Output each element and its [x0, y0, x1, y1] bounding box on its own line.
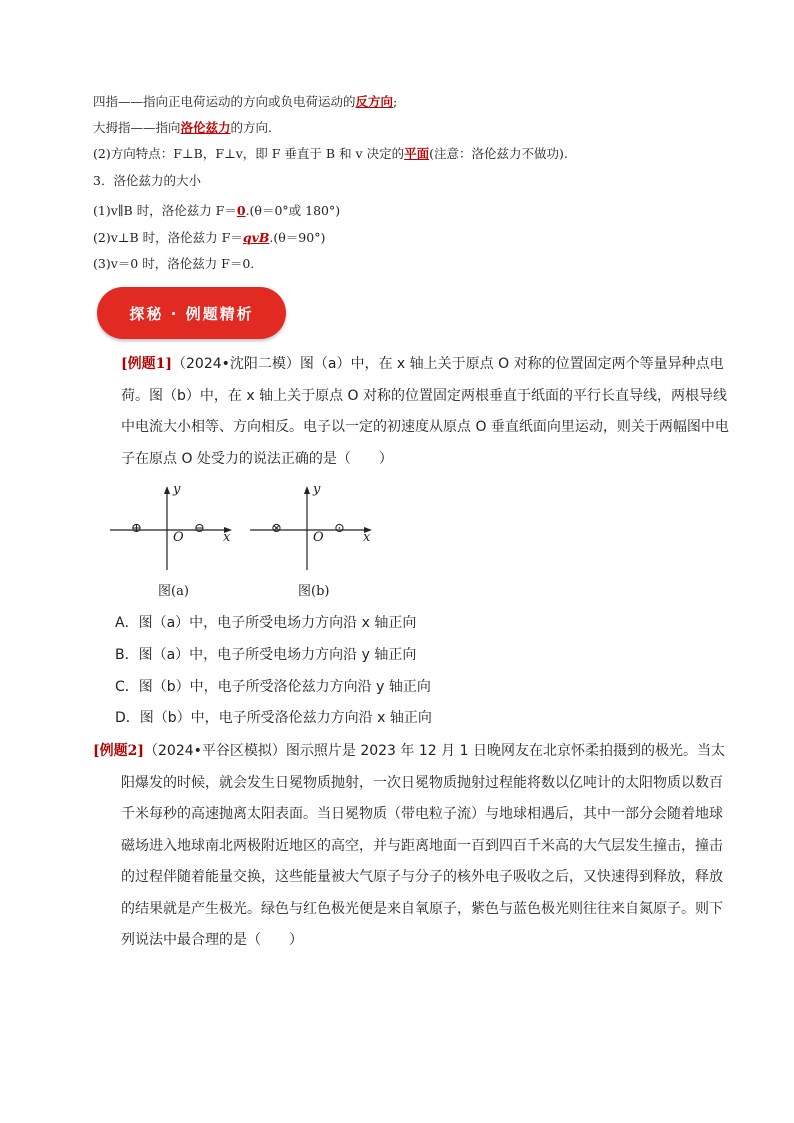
text-line-7: (3)v＝0 时，洛伦兹力 F＝0.	[93, 256, 255, 271]
option-c[interactable]: C．图（b）中，电子所受洛伦兹力方向沿 y 轴正向	[115, 679, 431, 695]
caption-b: 图(b)	[298, 584, 330, 599]
section-banner: 探秘 · 例题精析	[97, 287, 286, 339]
example-2-source: （2024•平谷区模拟）	[144, 743, 286, 759]
figure-a	[110, 486, 232, 570]
negative-charge-icon: ⊖	[194, 521, 205, 536]
example-2-text: 图示照片是 2023 年 12 月 1 日晚网友在北京怀柔拍摄到的极光。当太阳爆发的时候，就会发生日冕物质抛射，一次日冕物质抛射过程能将数以亿吨计的太阳物质以数百千米每秒的高速抛离太阳表面。当日冕物质（带电粒子流）与地球相遇后，其中一部分会随着地球磁场进入地球南北两极附近地区的高空，并与距离地面一百到四百千米高的大气层发生撞击，撞击的过程伴随着能量交换，这些能量被大气原子与分子的核外电子吸收之后，又快速得到释放，释放的结果就是产生极光。绿色与红色极光便是来自氧原子，紫色与蓝色极光则往往来自氮原子。则下列说法中最合理的是（ ）	[121, 743, 725, 948]
text-line-5: (1)v∥B 时，洛伦兹力 F＝0.(θ＝0°或 180°)	[93, 203, 341, 218]
y-axis-label-a: y	[173, 482, 181, 497]
current-out-of-page-icon: ⊙	[334, 521, 345, 536]
option-b[interactable]: B．图（a）中，电子所受电场力方向沿 y 轴正向	[115, 647, 417, 663]
example-2-stem	[93, 736, 731, 957]
current-into-page-icon: ⊗	[271, 521, 282, 536]
answer-fill: 洛伦兹力	[180, 120, 231, 135]
example-1-text: 图（a）中，在 x 轴上关于原点 O 对称的位置固定两个等量异种点电荷。图（b）中，在 x 轴上关于原点 O 对称的位置固定两根垂直于纸面的平行长直导线，两根导线中电流大小相等、方向相反。电子以一定的初速度从原点 O 垂直纸面向里运动，则关于两幅图中电子在原点 O 处受力的说法正确的是（ ）	[121, 356, 729, 467]
caption-a: 图(a)	[158, 584, 189, 599]
figure-b	[250, 486, 372, 570]
figure-svg	[110, 478, 390, 598]
answer-fill: 0	[236, 203, 246, 218]
origin-label-a: O	[173, 530, 184, 545]
text-line-6: (2)v⊥B 时，洛伦兹力 F＝qvB.(θ＝90°)	[93, 230, 326, 245]
example-1-tag: [例题1]	[121, 356, 172, 372]
example-1-source: （2024•沈阳二模）	[172, 356, 300, 372]
option-a[interactable]: A．图（a）中，电子所受电场力方向沿 x 轴正向	[115, 615, 417, 631]
origin-label-b: O	[313, 530, 324, 545]
text-line-1: 四指——指向正电荷运动的方向或负电荷运动的反方向;	[93, 94, 398, 109]
y-axis-label-b: y	[313, 482, 321, 497]
x-axis-label-b: x	[363, 530, 371, 545]
text-line-2: 大拇指——指向洛伦兹力的方向.	[93, 120, 273, 135]
example-2-tag: [例题2]	[93, 743, 144, 759]
example-1-stem	[93, 349, 731, 475]
answer-fill: 平面	[404, 146, 430, 161]
example-1-figure	[110, 478, 390, 598]
x-axis-label-a: x	[223, 530, 231, 545]
answer-fill: 反方向	[355, 94, 394, 109]
section-heading: 3．洛伦兹力的大小	[93, 173, 201, 188]
text-line-3: (2)方向特点：F⊥B，F⊥v，即 F 垂直于 B 和 v 决定的平面(注意：洛伦兹力不做功).	[93, 146, 568, 161]
positive-charge-icon: ⊕	[131, 521, 142, 536]
option-d[interactable]: D．图（b）中，电子所受洛伦兹力方向沿 x 轴正向	[115, 710, 432, 726]
answer-fill: qvB	[242, 230, 270, 245]
